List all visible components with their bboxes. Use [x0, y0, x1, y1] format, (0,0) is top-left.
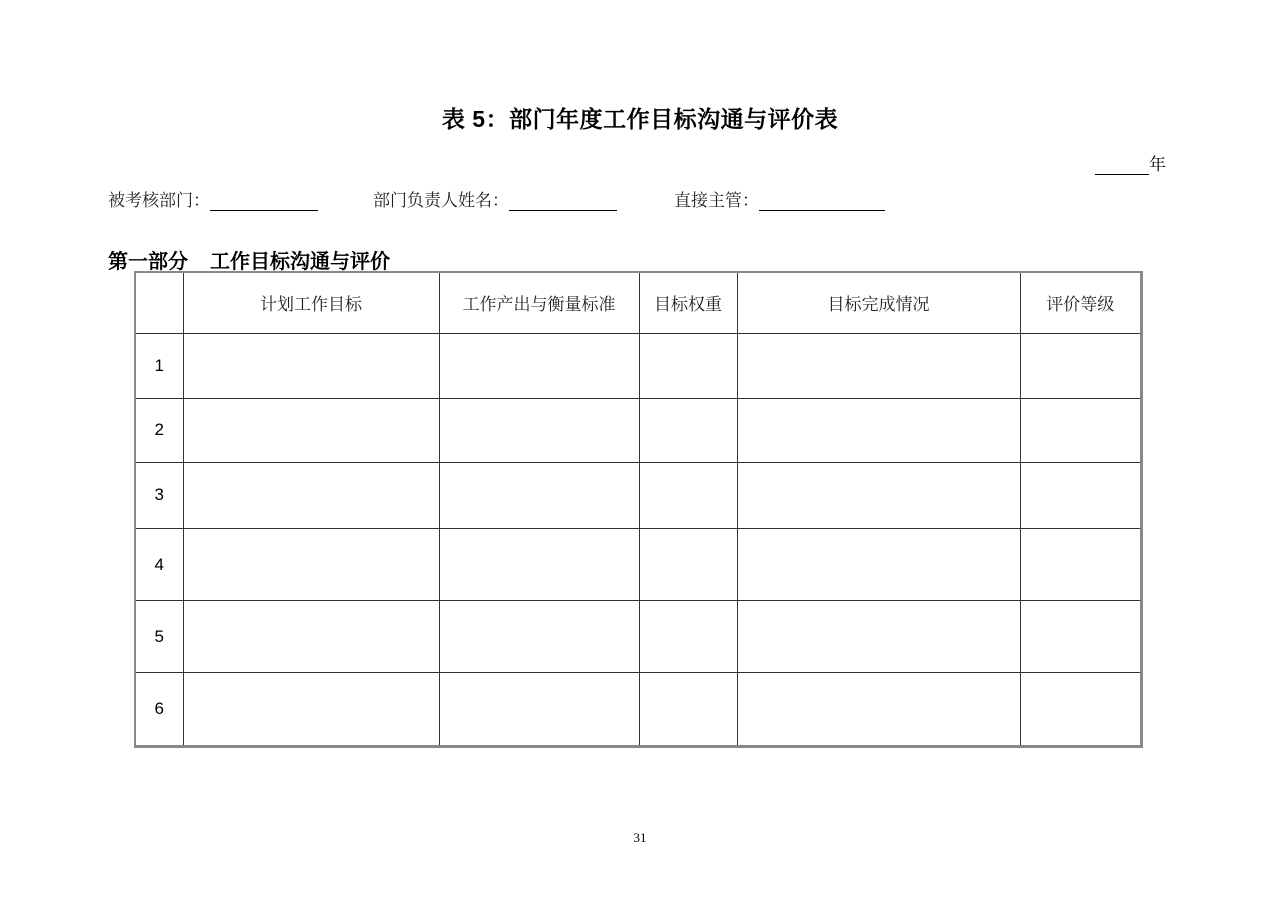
cell-rating[interactable]: [1020, 333, 1140, 398]
row-number: 1: [136, 333, 183, 398]
cell-planned-goal[interactable]: [183, 673, 439, 745]
table-row: [136, 529, 1140, 601]
header-completion: 目标完成情况: [737, 273, 1020, 333]
row-number: 4: [136, 529, 183, 601]
cell-completion[interactable]: [737, 673, 1020, 745]
cell-planned-goal[interactable]: [183, 333, 439, 398]
dept-blank[interactable]: [210, 192, 318, 211]
cell-planned-goal[interactable]: [183, 462, 439, 528]
table-row: [136, 601, 1140, 673]
goals-table: [134, 271, 1143, 748]
year-field: [1095, 150, 1166, 175]
table-header-row: [136, 273, 1140, 333]
table-row: [136, 673, 1140, 745]
supervisor-field: [674, 186, 885, 211]
cell-weight[interactable]: [639, 601, 737, 673]
supervisor-blank[interactable]: [759, 192, 885, 211]
cell-planned-goal[interactable]: [183, 398, 439, 462]
header-output-standard: 工作产出与衡量标准: [439, 273, 639, 333]
row-number: 6: [136, 673, 183, 745]
cell-planned-goal[interactable]: [183, 529, 439, 601]
table-row: [136, 398, 1140, 462]
table-row: [136, 333, 1140, 398]
dept-head-field: [373, 186, 617, 211]
section-name: 工作目标沟通与评价: [210, 251, 390, 273]
header-planned-goal: 计划工作目标: [183, 273, 439, 333]
cell-output-standard[interactable]: [439, 462, 639, 528]
table-row: [136, 462, 1140, 528]
cell-weight[interactable]: [639, 673, 737, 745]
dept-label: 被考核部门：: [108, 191, 210, 210]
cell-completion[interactable]: [737, 529, 1020, 601]
cell-rating[interactable]: [1020, 673, 1140, 745]
year-label: 年: [1149, 155, 1166, 174]
page-number: 31: [633, 830, 647, 845]
dept-head-label: 部门负责人姓名：: [373, 191, 509, 210]
cell-output-standard[interactable]: [439, 529, 639, 601]
cell-completion[interactable]: [737, 333, 1020, 398]
cell-weight[interactable]: [639, 333, 737, 398]
header-index: [136, 273, 183, 333]
cell-rating[interactable]: [1020, 462, 1140, 528]
cell-rating[interactable]: [1020, 601, 1140, 673]
dept-field: [108, 186, 318, 211]
section-heading: [108, 245, 390, 274]
cell-weight[interactable]: [639, 529, 737, 601]
cell-output-standard[interactable]: [439, 333, 639, 398]
cell-rating[interactable]: [1020, 398, 1140, 462]
header-weight: 目标权重: [639, 273, 737, 333]
row-number: 3: [136, 462, 183, 528]
supervisor-label: 直接主管：: [674, 191, 759, 210]
cell-completion[interactable]: [737, 601, 1020, 673]
cell-completion[interactable]: [737, 398, 1020, 462]
page-title: 表 5：部门年度工作目标沟通与评价表: [441, 106, 839, 132]
cell-weight[interactable]: [639, 462, 737, 528]
cell-completion[interactable]: [737, 462, 1020, 528]
cell-output-standard[interactable]: [439, 398, 639, 462]
header-rating: 评价等级: [1020, 273, 1140, 333]
dept-head-blank[interactable]: [509, 192, 617, 211]
year-blank[interactable]: [1095, 156, 1149, 175]
row-number: 5: [136, 601, 183, 673]
cell-output-standard[interactable]: [439, 673, 639, 745]
section-part: 第一部分: [108, 251, 188, 273]
cell-output-standard[interactable]: [439, 601, 639, 673]
cell-weight[interactable]: [639, 398, 737, 462]
row-number: 2: [136, 398, 183, 462]
cell-planned-goal[interactable]: [183, 601, 439, 673]
cell-rating[interactable]: [1020, 529, 1140, 601]
